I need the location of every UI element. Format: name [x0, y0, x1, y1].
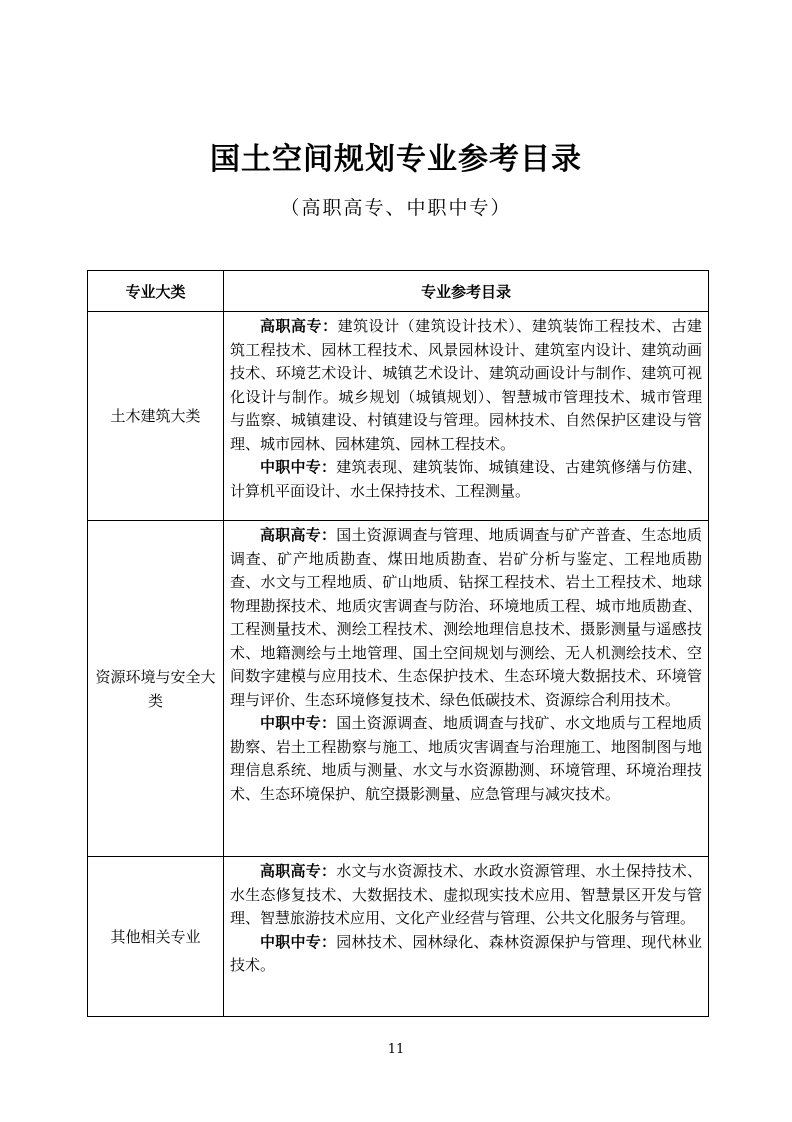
catalog-cell — [224, 857, 709, 1017]
header-category: 专业大类 — [88, 271, 224, 312]
catalog-paragraph — [230, 712, 702, 806]
catalog-paragraph — [230, 315, 702, 456]
page-title: 国土空间规划专业参考目录 — [210, 142, 582, 177]
level-label: 高职高专： — [260, 317, 338, 335]
major-catalog-table — [87, 270, 709, 1017]
level-label: 中职中专： — [260, 714, 337, 732]
page-subtitle: （高职高专、中职中专） — [280, 197, 512, 219]
category-cell: 土木建筑大类 — [88, 312, 224, 521]
catalog-cell — [224, 312, 709, 521]
header-catalog: 专业参考目录 — [224, 271, 709, 312]
catalog-cell — [224, 521, 709, 857]
category-cell: 资源环境与安全大类 — [88, 521, 224, 857]
level-label: 中职中专： — [260, 932, 337, 951]
catalog-paragraph — [230, 931, 702, 978]
major-list: 建筑表现、建筑装饰、城镇建设、古建筑修缮与仿建、计算机平面设计、水土保持技术、工程测量。 — [230, 458, 702, 500]
level-label: 高职高专： — [260, 526, 337, 544]
table-row — [88, 521, 709, 857]
category-cell: 其他相关专业 — [88, 857, 224, 1017]
table-header-row — [88, 271, 709, 312]
major-list: 国土资源调查与管理、地质调查与矿产普查、生态地质调查、矿产地质勘查、煤田地质勘查、岩矿分析与鉴定、工程地质勘查、水文与工程地质、矿山地质、钻探工程技术、岩土工程技术、地球物理勘探技术、地质灾害调查与防治、环境地质工程、城市地质勘查、工程测量技术、测绘工程技术、测绘地理信息技术、摄影测量与遥感技术、地籍测绘与土地管理、国土空间规划与测绘、无人机测绘技术、空间数字建模与应用技术、生态保护技术、生态环境大数据技术、环境管理与评价、生态环境修复技术、绿色低碳技术、资源综合利用技术。 — [230, 526, 702, 709]
major-list: 国土资源调查、地质调查与找矿、水文地质与工程地质勘察、岩土工程勘察与施工、地质灾害调查与治理施工、地图制图与地理信息系统、地质与测量、水文与水资源勘测、环境管理、环境治理技术、生态环境保护、航空摄影测量、应急管理与减灾技术。 — [230, 714, 702, 803]
catalog-paragraph — [230, 524, 702, 712]
level-label: 中职中专： — [260, 458, 337, 476]
table-row — [88, 857, 709, 1017]
major-list: 水文与水资源技术、水政水资源管理、水土保持技术、水生态修复技术、大数据技术、虚拟现实技术应用、智慧景区开发与管理、智慧旅游技术应用、文化产业经营与管理、公共文化服务与管理。 — [230, 862, 702, 927]
table-row — [88, 312, 709, 521]
catalog-paragraph — [230, 456, 702, 503]
major-list: 园林技术、园林绿化、森林资源保护与管理、现代林业技术。 — [230, 932, 702, 974]
catalog-paragraph — [230, 860, 702, 931]
page-number: 11 — [387, 1042, 405, 1057]
major-list: 建筑设计（建筑设计技术）、建筑装饰工程技术、古建筑工程技术、园林工程技术、风景园林设计、建筑室内设计、建筑动画技术、环境艺术设计、城镇艺术设计、建筑动画设计与制作、建筑可视化设计与制作。城乡规划（城镇规划）、智慧城市管理技术、城市管理与监察、城镇建设、村镇建设与管理。园林技术、自然保护区建设与管理、城市园林、园林建筑、园林工程技术。 — [230, 317, 702, 453]
level-label: 高职高专： — [260, 862, 337, 880]
